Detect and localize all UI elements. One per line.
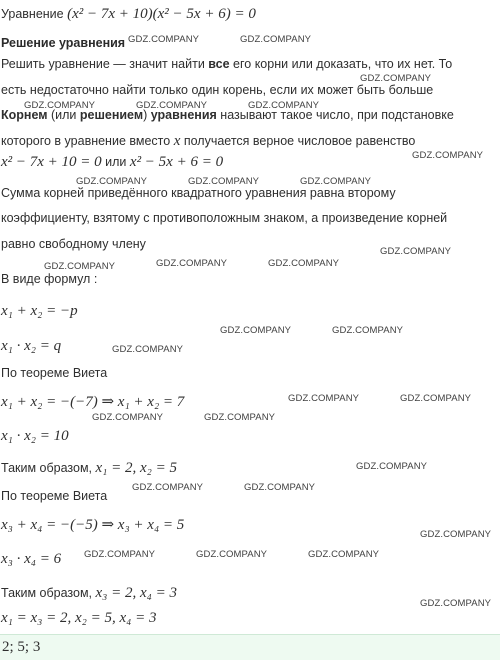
text: его корни или доказать, что их нет. То xyxy=(229,57,453,71)
watermark: GDZ.COMPANY xyxy=(248,100,320,111)
theory-equations-line xyxy=(1,154,223,170)
text: ) xyxy=(143,108,151,122)
watermark: GDZ.COMPANY xyxy=(128,34,200,45)
watermark: GDZ.COMPANY xyxy=(420,529,492,540)
watermark: GDZ.COMPANY xyxy=(156,258,228,269)
watermark: GDZ.COMPANY xyxy=(44,261,116,272)
text-bold: уравнения xyxy=(150,108,217,122)
vieta-line3: равно свободному члену xyxy=(1,237,146,251)
watermark: GDZ.COMPANY xyxy=(308,549,380,560)
text-bold: все xyxy=(208,57,230,71)
watermark: GDZ.COMPANY xyxy=(288,393,360,404)
step1-prod: x₁ · x₂ = 10 xyxy=(1,428,69,444)
formula-prod: x₁ · x₂ = q xyxy=(1,338,62,354)
text: или xyxy=(101,155,130,169)
watermark: GDZ.COMPANY xyxy=(76,176,148,187)
task-equation: (x² − 7x + 10)(x² − 5x + 6) = 0 xyxy=(67,6,256,22)
step1-title: По теореме Виета xyxy=(1,366,108,380)
step2-title: По теореме Виета xyxy=(1,489,108,503)
text: (или xyxy=(47,108,80,122)
task-label: Уравнение xyxy=(1,7,64,21)
answer-box xyxy=(0,634,500,660)
answer-value: 2; 5; 3 xyxy=(2,639,41,655)
watermark: GDZ.COMPANY xyxy=(360,73,432,84)
watermark: GDZ.COMPANY xyxy=(24,100,96,111)
watermark: GDZ.COMPANY xyxy=(112,344,184,355)
summary-roots: x₁ = x₃ = 2, x₂ = 5, x₄ = 3 xyxy=(1,610,157,626)
theory-p1-line2: есть недостаточно найти только один корень, если их может быть больше xyxy=(1,83,434,97)
watermark: GDZ.COMPANY xyxy=(240,34,312,45)
text-bold: Корнем xyxy=(1,108,48,122)
step2-sum: x₃ + x₄ = −(−5) ⇒ x₃ + x₄ = 5 xyxy=(1,517,185,533)
watermark: GDZ.COMPANY xyxy=(332,325,404,336)
watermark: GDZ.COMPANY xyxy=(196,549,268,560)
theory-p1-line1 xyxy=(1,56,452,72)
equation-b: x² − 5x + 6 = 0 xyxy=(129,154,224,170)
watermark: GDZ.COMPANY xyxy=(380,246,452,257)
watermark: GDZ.COMPANY xyxy=(92,412,164,423)
watermark: GDZ.COMPANY xyxy=(220,325,292,336)
theory-p2-line2 xyxy=(1,133,415,149)
vieta-line1: Сумма корней приведённого квадратного уравнения равна второму xyxy=(1,186,396,200)
text: Решить уравнение — значит найти xyxy=(1,57,209,71)
watermark: GDZ.COMPANY xyxy=(204,412,276,423)
step1-sum: x₁ + x₂ = −(−7) ⇒ x₁ + x₂ = 7 xyxy=(1,394,185,410)
watermark: GDZ.COMPANY xyxy=(84,549,156,560)
formula-label: В виде формул : xyxy=(1,272,98,286)
vieta-line2: коэффициенту, взятому с противоположным знаком, а произведение корней xyxy=(1,211,448,225)
step2-result-line xyxy=(1,585,177,601)
watermark: GDZ.COMPANY xyxy=(244,482,316,493)
text: Таким образом, xyxy=(1,586,96,600)
step1-result: x₁ = 2, x₂ = 5 xyxy=(95,460,178,476)
watermark: GDZ.COMPANY xyxy=(400,393,472,404)
step2-prod: x₃ · x₄ = 6 xyxy=(1,551,62,567)
watermark: GDZ.COMPANY xyxy=(268,258,340,269)
watermark: GDZ.COMPANY xyxy=(356,461,428,472)
step2-result: x₃ = 2, x₄ = 3 xyxy=(95,585,178,601)
watermark: GDZ.COMPANY xyxy=(412,150,484,161)
watermark: GDZ.COMPANY xyxy=(188,176,260,187)
step1-result-line xyxy=(1,460,177,476)
text: которого в уравнение вместо xyxy=(1,134,174,148)
watermark: GDZ.COMPANY xyxy=(420,598,492,609)
solution-heading: Решение уравнения xyxy=(1,36,126,50)
watermark: GDZ.COMPANY xyxy=(300,176,372,187)
equation-a: x² − 7x + 10 = 0 xyxy=(1,154,102,170)
text-bold: решением xyxy=(79,108,144,122)
text: получается верное числовое равенство xyxy=(180,134,416,148)
watermark: GDZ.COMPANY xyxy=(136,100,208,111)
text: называют такое число, при подстановке xyxy=(216,108,454,122)
text: Таким образом, xyxy=(1,461,96,475)
variable-x: x xyxy=(173,133,181,149)
formula-sum: x₁ + x₂ = −p xyxy=(1,303,78,319)
watermark: GDZ.COMPANY xyxy=(132,482,204,493)
task-line xyxy=(1,6,256,22)
